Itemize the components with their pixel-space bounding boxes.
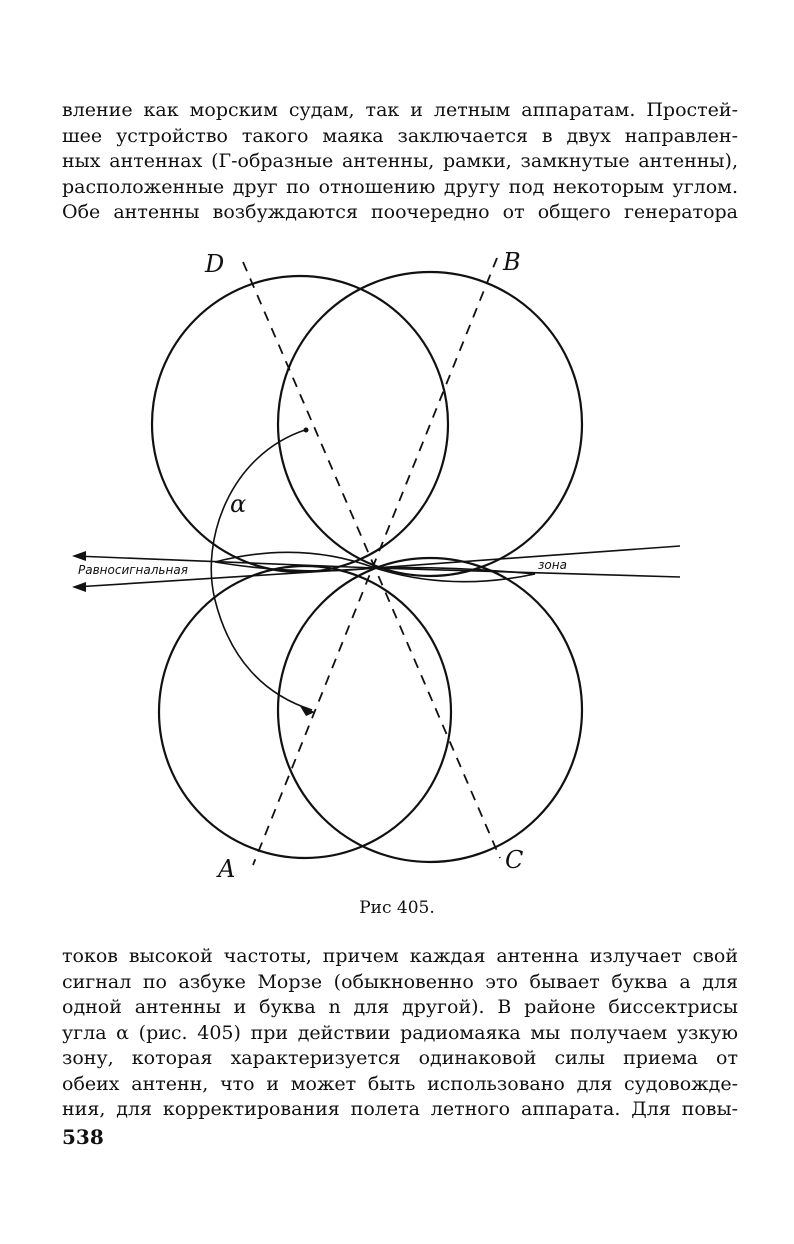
label-c: C bbox=[505, 846, 524, 874]
text-line: зону, которая характеризуется одинаковой силы приема от bbox=[62, 1047, 738, 1069]
text-line: сигнал по азбуке Морзе (обыкновенно это бывает буква a для bbox=[62, 970, 738, 993]
label-equisignal-right: зона bbox=[538, 558, 567, 572]
label-alpha: α bbox=[230, 490, 247, 518]
label-b: B bbox=[503, 248, 521, 276]
lobe-circle-upper-left bbox=[152, 276, 448, 572]
axis-line-d-c bbox=[243, 262, 500, 858]
paragraph-bottom bbox=[62, 944, 738, 1123]
figure-radiobeacon-diagram bbox=[0, 240, 794, 900]
text-line: одной антенны и буква n для другой). В районе биссектрисы bbox=[62, 996, 738, 1018]
label-d: D bbox=[205, 250, 225, 278]
text-line: шее устройство такого маяка заключается в двух направлен- bbox=[62, 124, 738, 147]
lobe-circle-upper-right bbox=[278, 272, 582, 576]
arc-start-tick bbox=[304, 428, 309, 433]
label-a: A bbox=[218, 855, 236, 883]
lobe-circle-lower-right bbox=[278, 558, 582, 862]
figure-caption: Рис 405. bbox=[359, 898, 435, 918]
text-line: расположенные друг по отношению другу под некоторым углом. bbox=[62, 175, 738, 198]
paragraph-top bbox=[62, 98, 738, 226]
text-line: ных антеннах (Г-образные антенны, рамки, замкнутые антенны), bbox=[62, 150, 738, 172]
zone-arrow-left-upper bbox=[72, 551, 86, 561]
zone-arrow-left-lower bbox=[72, 582, 86, 592]
text-line: угла α (рис. 405) при действии радиомаяка мы получаем узкую bbox=[62, 1021, 738, 1044]
zone-ray-right-upper bbox=[375, 546, 680, 568]
page-number: 538 bbox=[62, 1125, 104, 1149]
label-equisignal-left: Равносигнальная bbox=[78, 563, 188, 577]
text-line: вление как морским судам, так и летным аппаратам. Простей- bbox=[62, 99, 738, 121]
text-line: обеих антенн, что и может быть использовано для судовожде- bbox=[62, 1072, 738, 1095]
text-line: токов высокой частоты, причем каждая антенна излучает свой bbox=[62, 945, 738, 967]
text-line: Обе антенны возбуждаются поочередно от общего генератора bbox=[62, 201, 738, 223]
text-line: ния, для корректирования полета летного аппарата. Для повы- bbox=[62, 1098, 738, 1120]
